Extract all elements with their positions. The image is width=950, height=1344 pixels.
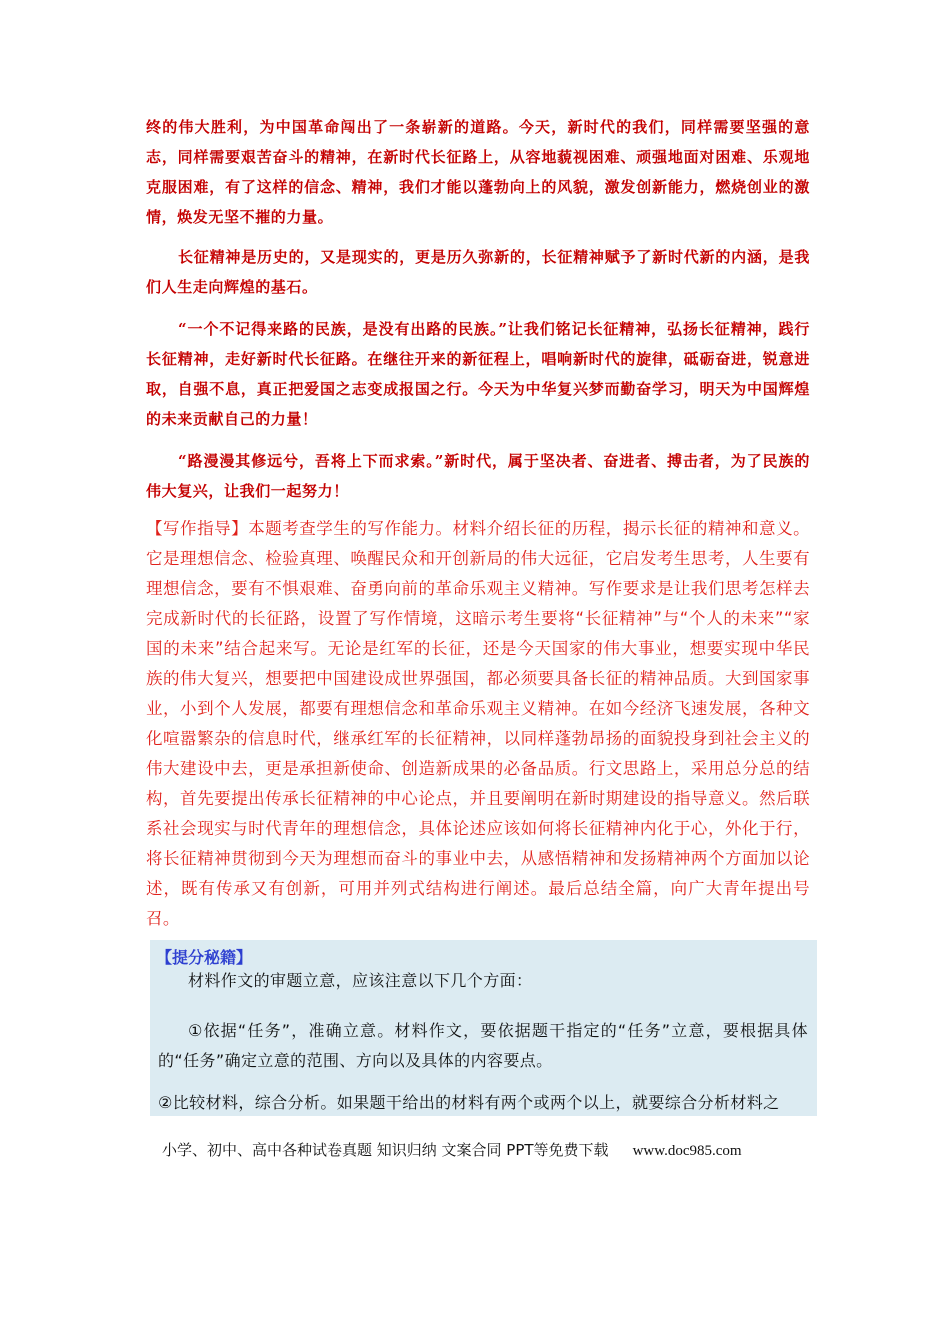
writing-guide-label: 【写作指导】 bbox=[146, 519, 249, 538]
essay-paragraph-3: “一个不记得来路的民族，是没有出路的民族。”让我们铭记长征精神，弘扬长征精神，践行长征精神，走好新时代长征路。在继往开来的新征程上，唱响新时代的旋律，砥砺奋进，锐意进取，自强不息，真正把爱国之志变成报国之行。今天为中华复兴梦而勤奋学习，明天为中国辉煌的未来贡献自己的力量！ bbox=[146, 320, 810, 428]
essay-paragraph-4: “路漫漫其修远兮，吾将上下而求索。”新时代，属于坚决者、奋进者、搏击者，为了民族的伟大复兴，让我们一起努力！ bbox=[146, 452, 810, 500]
score-tips-item-2: ②比较材料，综合分析。如果题干给出的材料有两个或两个以上，就要综合分析材料之 bbox=[158, 1093, 780, 1112]
score-tips-intro: 材料作文的审题立意，应该注意以下几个方面： bbox=[188, 971, 533, 990]
score-tips-box bbox=[150, 940, 817, 1116]
score-tips-title: 【提分秘籍】 bbox=[156, 948, 253, 967]
footer-text: 小学、初中、高中各种试卷真题 知识归纳 文案合同 PPT等免费下载 bbox=[162, 1141, 609, 1159]
essay-paragraph-2: 长征精神是历史的，又是现实的，更是历久弥新的，长征精神赋予了新时代新的内涵，是我们人生走向辉煌的基石。 bbox=[146, 248, 810, 296]
page-footer bbox=[162, 1139, 742, 1160]
score-tips-item-1: ①依据“任务”，准确立意。材料作文，要依据题干指定的“任务”立意，要根据具体的“任务”确定立意的范围、方向以及具体的内容要点。 bbox=[158, 1021, 808, 1070]
footer-url[interactable]: www.doc985.com bbox=[632, 1143, 742, 1159]
essay-paragraph-1: 终的伟大胜利，为中国革命闯出了一条崭新的道路。今天，新时代的我们，同样需要坚强的意志，同样需要艰苦奋斗的精神，在新时代长征路上，从容地藐视困难、顽强地面对困难、乐观地克服困难，有了这样的信念、精神，我们才能以蓬勃向上的风貌，激发创新能力，燃烧创业的激情，焕发无坚不摧的力量。 bbox=[146, 118, 810, 226]
writing-guide-text: 本题考查学生的写作能力。材料介绍长征的历程，揭示长征的精神和意义。它是理想信念、检验真理、唤醒民众和开创新局的伟大远征，它启发考生思考，人生要有理想信念，要有不惧艰难、奋勇向前的革命乐观主义精神。写作要求是让我们思考怎样去完成新时代的长征路，设置了写作情境，这暗示考生要将“长征精神”与“个人的未来”“家国的未来”结合起来写。无论是红军的长征，还是今天国家的伟大事业，想要实现中华民族的伟大复兴，想要把中国建设成世界强国，都必须要具备长征的精神品质。大到国家事业，小到个人发展，都要有理想信念和革命乐观主义精神。在如今经济飞速发展，各种文化喧嚣繁杂的信息时代，继承红军的长征精神，以同样蓬勃昂扬的面貌投身到社会主义的伟大建设中去，更是承担新使命、创造新成果的必备品质。行文思路上，采用总分总的结构，首先要提出传承长征精神的中心论点，并且要阐明在新时期建设的指导意义。然后联系社会现实与时代青年的理想信念，具体论述应该如何将长征精神内化于心，外化于行，将长征精神贯彻到今天为理想而奋斗的事业中去，从感悟精神和发扬精神两个方面加以论述，既有传承又有创新，可用并列式结构进行阐述。最后总结全篇，向广大青年提出号召。 bbox=[146, 519, 811, 928]
writing-guide bbox=[146, 514, 810, 934]
